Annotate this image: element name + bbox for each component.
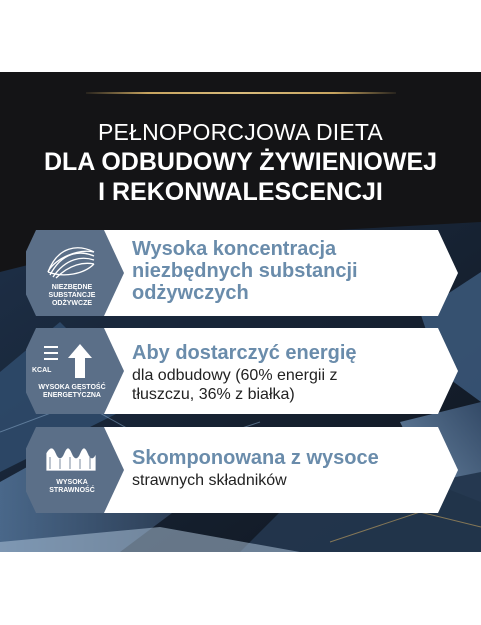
card-body-line2: tłuszczu, 36% z białka): [132, 386, 295, 403]
feature-card-digestibility: [26, 427, 458, 513]
card-title: Skomponowana z wysoce: [132, 447, 379, 469]
card-title: Aby dostarczyć energię: [132, 342, 357, 364]
badge-caption: WYSOKA GĘSTOŚĆ ENERGETYCZNA: [38, 384, 106, 399]
headline-line1: PEŁNOPORCJOWA DIETA: [98, 119, 383, 145]
energy-up-arrow-icon: [42, 340, 100, 384]
headline-line2: DLA ODBUDOWY ŻYWIENIOWEJ: [43, 148, 438, 176]
badge-caption: WYSOKA STRAWNOŚĆ: [49, 479, 95, 494]
card-body-line1: strawnych składników: [132, 472, 287, 489]
muscle-fiber-icon: [44, 242, 98, 282]
badge-caption: NIEZBĘDNE SUBSTANCJE ODŻYWCZE: [48, 284, 96, 307]
gold-divider: [86, 92, 396, 94]
card-title-line2: niezbędnych substancji: [132, 260, 358, 282]
digestion-villi-icon: [44, 441, 98, 475]
headline-line3: I REKONWALESCENCJI: [98, 178, 383, 206]
kcal-label: KCAL: [32, 367, 52, 374]
card-title-line1: Wysoka koncentracja: [132, 238, 337, 260]
card-title-line3: odżywczych: [132, 282, 249, 304]
feature-card-nutrients: [26, 230, 458, 316]
feature-card-energy: [26, 328, 458, 414]
card-body-line1: dla odbudowy (60% energii z: [132, 367, 338, 384]
